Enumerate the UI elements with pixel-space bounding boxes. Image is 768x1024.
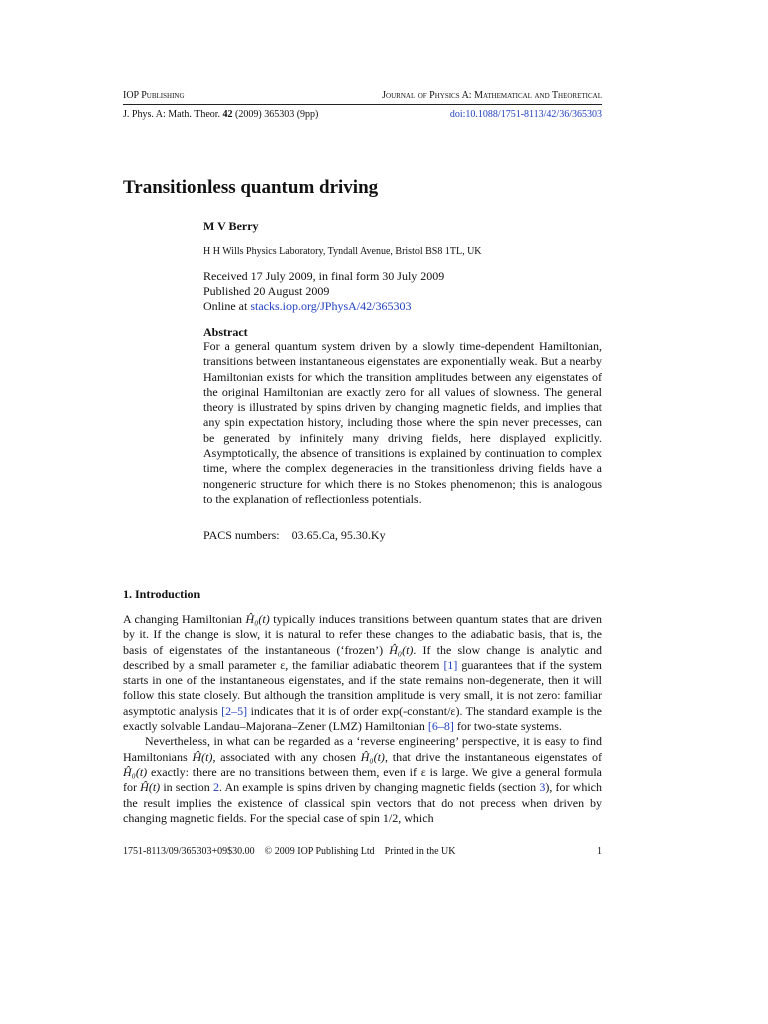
paragraph-1: A changing Hamiltonian Ĥ₀(t) typically induces transitions between quantum states that are driven by it. If the change is slow, it is natural to refer these changes to the adiabatic basis, that is, the basis of eigenstates of the instantaneous (‘frozen’) Ĥ₀(t). If the slow change is analytic and described by a small parameter ε, the familiar adiabatic theorem [1] guarantees that if the system starts in one of the instantaneous eigenstates, and if the state remains non-degenerate, then it will follow this state closely. But although the transition amplitude is very small, it is not zero: familiar asymptotic analysis [2–5] indicates that it is of order exp(-constant/ε). The standard example is the exactly solvable Landau–Majorana–Zener (LMZ) Hamiltonian [6–8] for two-state systems.	[123, 612, 602, 734]
header-rule	[123, 104, 602, 105]
citation-suffix: (2009) 365303 (9pp)	[235, 109, 319, 120]
citation	[123, 109, 318, 121]
ref-link[interactable]: [1]	[443, 657, 458, 672]
math-h: Ĥ(t)	[192, 749, 213, 764]
ref-link[interactable]: [2–5]	[221, 703, 248, 718]
online-line	[203, 299, 444, 314]
online-prefix: Online at	[203, 299, 248, 313]
author-name: M V Berry	[203, 219, 259, 233]
received-date: Received 17 July 2009, in final form 30 July 2009	[203, 269, 445, 283]
page-number: 1	[597, 846, 602, 857]
section-link[interactable]: 2	[212, 780, 219, 795]
published-date: Published 20 August 2009	[203, 284, 330, 298]
article-title: Transitionless quantum driving	[123, 177, 379, 198]
citation-volume: 42	[222, 109, 233, 120]
journal-name: Journal of Physics A: Mathematical and Theoretical	[382, 90, 602, 101]
math-h0: Ĥ₀(t)	[245, 612, 270, 626]
math-h: Ĥ(t)	[140, 780, 161, 795]
citation-prefix: J. Phys. A: Math. Theor.	[123, 109, 221, 120]
body-text	[123, 612, 602, 826]
pacs-label: PACS numbers:	[203, 528, 280, 542]
pacs-values: 03.65.Ca, 95.30.Ky	[291, 528, 386, 542]
abstract-heading: Abstract	[203, 325, 248, 339]
publisher-name: IOP Publishing	[123, 90, 185, 101]
author-affiliation: H H Wills Physics Laboratory, Tyndall Avenue, Bristol BS8 1TL, UK	[203, 246, 482, 257]
online-link[interactable]: stacks.iop.org/JPhysA/42/365303	[250, 299, 412, 313]
paragraph-2: Nevertheless, in what can be regarded as a ‘reverse engineering’ perspective, it is easy to find Hamiltonians Ĥ(t), associated with any chosen Ĥ₀(t), that drive the instantaneous eigenstates of Ĥ₀(t) exactly: there are no transitions between them, even if ε is large. We give a general formula for Ĥ(t) in section 2. An example is spins driven by changing magnetic fields (section 3), for which the result implies the existence of classical spin vectors that do not precess when driven by changing magnetic fields. For the special case of spin 1/2, which	[123, 734, 603, 825]
printed-notice: Printed in the UK	[384, 846, 456, 857]
article-code: 1751-8113/09/365303+09$30.00	[123, 846, 255, 857]
section-link[interactable]: 3	[539, 780, 546, 795]
ref-link[interactable]: [6–8]	[427, 719, 454, 734]
abstract-text: For a general quantum system driven by a slowly time-dependent Hamiltonian, transitions between instantaneous eigenstates are exponentially weak. But a nearby Hamiltonian exists for which the transition amplitudes between any eigenstates of the original Hamiltonian are exactly zero for all values of slowness. The general theory is illustrated by spins driven by changing magnetic fields, and implies that any spin expectation history, including those where the spin never precesses, can be generated by infinitely many driving fields, here displayed explicitly. Asymptotically, the absence of transitions is explained by continuation to complex time, where the complex degeneracies in the transitionless driving fields have a nongeneric structure for which there is no Stokes phenomenon; this is analogous to the explanation of reflectionless potentials.	[203, 339, 602, 506]
doi-link[interactable]: doi:10.1088/1751-8113/42/36/365303	[449, 109, 602, 120]
math-h0: Ĥ₀(t)	[123, 764, 148, 779]
math-h0: Ĥ₀(t)	[360, 749, 385, 764]
publication-dates	[203, 269, 444, 314]
section-heading: 1. Introduction	[123, 587, 201, 601]
math-h0: Ĥ₀(t)	[389, 642, 414, 657]
copyright-notice: © 2009 IOP Publishing Ltd	[264, 846, 375, 857]
page-footer	[123, 846, 602, 857]
pacs-line	[203, 528, 386, 543]
